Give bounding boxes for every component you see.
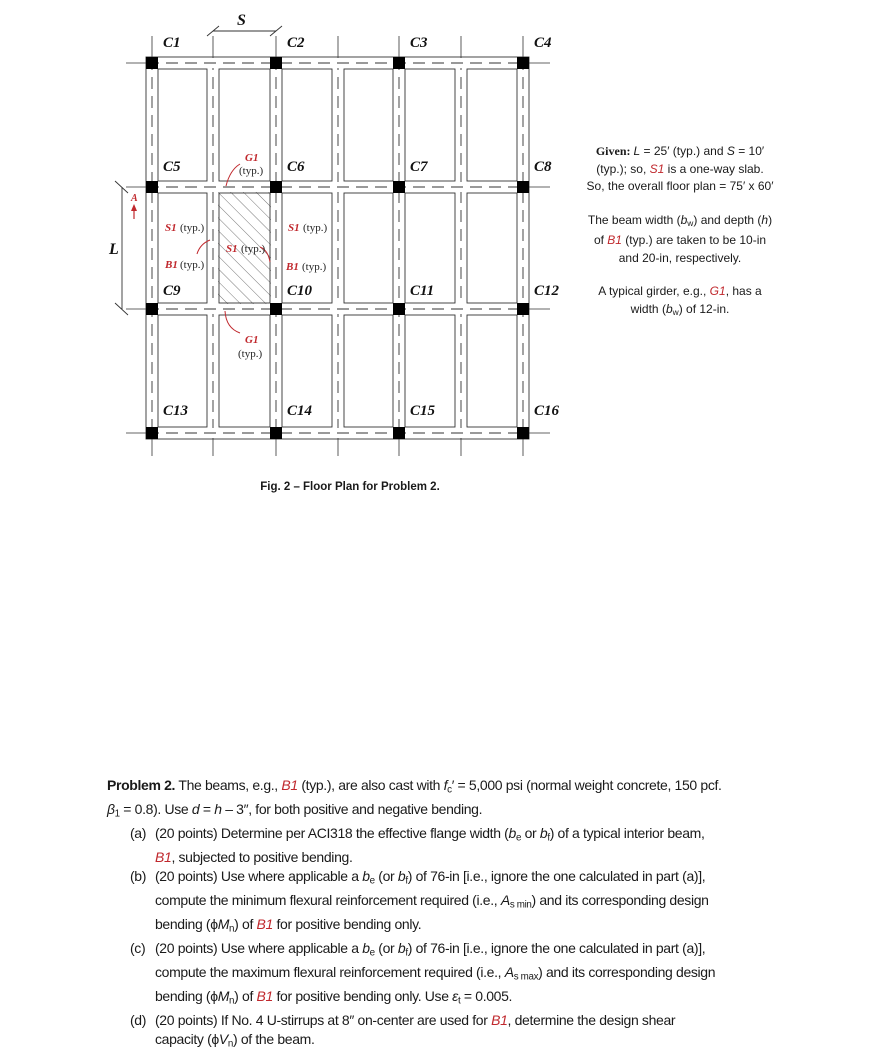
- g1-top-typ: (typ.): [239, 165, 264, 177]
- given-line: [565, 283, 795, 301]
- text-segment: b: [397, 940, 406, 957]
- text-segment: (or: [374, 868, 398, 885]
- problem-line: [107, 1030, 807, 1054]
- text-segment: A typical girder, e.g.,: [598, 284, 710, 299]
- text-segment: b: [362, 940, 370, 957]
- text-segment: ) of a typical interior beam,: [549, 824, 705, 841]
- column-square: [146, 303, 158, 315]
- slab-panel: [467, 69, 517, 181]
- column-square: [393, 303, 405, 315]
- text-segment: bending (ϕ: [155, 988, 218, 1004]
- text-segment: b: [665, 301, 673, 316]
- member-ref: B1: [256, 916, 273, 933]
- column-square: [393, 427, 405, 439]
- text-segment: compute the minimum flexural reinforcement required (i.e.,: [155, 892, 501, 909]
- text-segment: ) of: [234, 988, 257, 1004]
- text-segment: b: [508, 824, 516, 841]
- member-ref: G1: [709, 284, 726, 299]
- column-square: [393, 181, 405, 193]
- text-segment: ) of 12-in.: [678, 301, 730, 316]
- structural-grid: [126, 36, 550, 456]
- b1-right-label: B1: [286, 261, 299, 273]
- section-a-label: A: [131, 193, 138, 204]
- text-segment: A: [504, 964, 514, 981]
- text-segment: e: [369, 875, 375, 887]
- text-segment: , subjected to positive bending.: [171, 848, 353, 865]
- column-label: C16: [534, 403, 560, 419]
- text-segment: f: [547, 832, 550, 844]
- column-square: [393, 57, 405, 69]
- text-segment: s min: [509, 899, 532, 911]
- text-segment: b: [397, 868, 406, 885]
- member-ref: B1: [491, 1011, 508, 1028]
- text-segment: f: [405, 947, 408, 959]
- text-segment: capacity (ϕ: [155, 1031, 219, 1048]
- problem-line: [107, 776, 807, 800]
- text-segment: compute the maximum flexural reinforcement required (i.e.,: [155, 964, 505, 981]
- member-ref: B1: [256, 988, 273, 1004]
- text-segment: or: [521, 824, 540, 841]
- column-label: C5: [163, 159, 181, 175]
- given-line: [565, 212, 795, 233]
- figure-caption: Fig. 2 – Floor Plan for Problem 2.: [260, 481, 440, 493]
- text-segment: w: [672, 306, 679, 317]
- problem-statement: [107, 776, 807, 1054]
- s1-left-label: S1: [165, 222, 177, 234]
- text-segment: 1: [114, 808, 120, 820]
- column-square: [517, 57, 529, 69]
- column-label: C14: [287, 403, 313, 419]
- text-segment: f: [405, 875, 408, 887]
- member-ref: B1: [607, 233, 622, 248]
- given-paragraph: [565, 143, 795, 196]
- b1-right-typ: (typ.): [302, 261, 327, 273]
- section-a-arrow-icon: [131, 204, 137, 219]
- given-line: [565, 178, 795, 196]
- text-segment: (typ.) are taken to be 10-in: [621, 233, 767, 248]
- column-square: [270, 57, 282, 69]
- column-label: C13: [163, 403, 189, 419]
- text-segment: c: [447, 784, 452, 796]
- problem-line: [107, 848, 807, 868]
- column-label: C8: [534, 159, 552, 175]
- column-square: [270, 181, 282, 193]
- text-segment: for positive bending only.: [272, 916, 422, 933]
- text-segment: β: [107, 800, 115, 817]
- text-segment: ) of 76-in [i.e., ignore the one calculated in part (a)],: [407, 940, 706, 957]
- text-segment: ) of the beam.: [233, 1031, 315, 1048]
- text-segment: ) of 76-in [i.e., ignore the one calculated in part (a)],: [407, 868, 706, 885]
- text-segment: w: [687, 217, 694, 228]
- member-ref: S1: [649, 161, 665, 176]
- text-segment: (typ.); so,: [596, 161, 650, 176]
- text-segment: b: [362, 868, 370, 885]
- text-segment: :: [626, 144, 634, 158]
- column-label: C7: [410, 159, 428, 175]
- span-l-label: L: [109, 241, 119, 258]
- column-label: C3: [410, 35, 428, 51]
- column-label: C11: [410, 283, 435, 299]
- text-segment: ′ = 5,000 psi (normal weight concrete, 150 pcf.: [451, 777, 722, 793]
- slab-panel: [344, 69, 393, 181]
- slab-panel: [467, 315, 517, 427]
- text-segment: (typ.), are also cast with: [297, 777, 444, 793]
- part-label: (c): [130, 940, 146, 957]
- text-segment: ) of: [234, 916, 257, 933]
- column-square: [270, 303, 282, 315]
- text-segment: width (: [630, 301, 666, 316]
- problem-part: [107, 1011, 807, 1031]
- text-segment: L: [633, 144, 641, 158]
- b1-left-label: B1: [165, 259, 178, 271]
- text-segment: for positive bending only. Use: [272, 988, 453, 1004]
- problem-line: [107, 800, 807, 824]
- given-paragraph: [565, 283, 795, 321]
- text-segment: A: [500, 892, 510, 909]
- text-segment: So, the overall floor plan = 75′ x 60′: [586, 179, 774, 193]
- g1-bottom-typ: (typ.): [238, 348, 263, 360]
- part-label: (a): [130, 824, 147, 841]
- member-ref: B1: [281, 777, 298, 793]
- text-segment: The beam width (: [587, 212, 681, 227]
- s1-center-label: S1: [226, 243, 238, 255]
- text-segment: b: [539, 824, 548, 841]
- text-segment: n: [227, 1038, 234, 1050]
- text-segment: of: [593, 233, 608, 248]
- column-square: [517, 427, 529, 439]
- text-segment: (20 points) Determine per ACI318 the effective flange width (: [155, 824, 509, 841]
- text-segment: s max: [513, 971, 539, 983]
- slab-panel: [344, 193, 393, 303]
- text-segment: Problem 2.: [107, 777, 176, 793]
- given-line: [565, 143, 795, 161]
- text-segment: = 25′ (typ.) and: [640, 144, 727, 158]
- s1-right-label: S1: [288, 222, 300, 234]
- text-segment: V: [218, 1031, 228, 1048]
- part-label: (d): [130, 1011, 147, 1028]
- column-label: C9: [163, 283, 181, 299]
- column-label: C6: [287, 159, 305, 175]
- s1-right-typ: (typ.): [303, 222, 328, 234]
- text-segment: e: [369, 947, 375, 959]
- given-line: [565, 232, 795, 250]
- slab-panel: [219, 315, 270, 427]
- s1-left-typ: (typ.): [180, 222, 205, 234]
- slab-panel: [467, 193, 517, 303]
- column-square: [270, 427, 282, 439]
- column-square: [517, 303, 529, 315]
- text-segment: (or: [374, 940, 398, 957]
- span-s-label: S: [237, 12, 246, 29]
- text-segment: = 10′: [734, 144, 765, 158]
- text-segment: S: [726, 144, 735, 158]
- column-label: C15: [410, 403, 436, 419]
- member-ref: B1: [155, 848, 172, 865]
- text-segment: ) and its corresponding design: [531, 892, 709, 909]
- problem-line: [107, 987, 807, 1011]
- text-segment: bending (ϕ: [155, 916, 218, 933]
- text-segment: – 3″, for both positive and negative bending.: [221, 800, 483, 817]
- text-segment: b: [680, 212, 688, 227]
- b1-left-typ: (typ.): [180, 259, 205, 271]
- column-square: [517, 181, 529, 193]
- text-segment: n: [229, 923, 235, 935]
- column-label: C4: [534, 35, 552, 51]
- text-segment: h: [761, 212, 769, 227]
- column-square: [146, 57, 158, 69]
- given-line: [565, 161, 795, 179]
- slab-panel: [344, 315, 393, 427]
- text-segment: = 0.005.: [460, 988, 513, 1004]
- text-segment: The beams, e.g.,: [175, 777, 282, 793]
- column-label: C2: [287, 35, 305, 51]
- text-segment: M: [217, 988, 230, 1004]
- text-segment: n: [229, 995, 235, 1007]
- text-segment: d: [191, 800, 200, 817]
- text-segment: f: [443, 777, 448, 793]
- text-segment: and 20-in, respectively.: [618, 250, 742, 265]
- problem-line: [107, 915, 807, 939]
- part-label: (b): [130, 868, 147, 885]
- text-segment: ) and depth (: [693, 212, 762, 227]
- given-line: [565, 301, 795, 322]
- text-segment: , has a: [725, 284, 762, 299]
- column-label: C10: [287, 283, 313, 299]
- text-segment: = 0.8). Use: [119, 800, 192, 817]
- text-segment: ε: [452, 988, 458, 1004]
- column-square: [146, 427, 158, 439]
- column-label: C12: [534, 283, 560, 299]
- text-segment: h: [214, 800, 222, 817]
- text-segment: ): [768, 212, 773, 227]
- text-segment: (20 points) Use where applicable a: [155, 940, 363, 957]
- text-segment: ) and its corresponding design: [538, 964, 716, 981]
- text-segment: Given: [595, 144, 627, 158]
- problem-line: [107, 963, 807, 987]
- problem-part: [107, 867, 807, 891]
- s1-center-typ: (typ.): [241, 243, 266, 255]
- problem-part: [107, 939, 807, 963]
- text-segment: is a one-way slab.: [664, 161, 764, 176]
- given-notes: [565, 143, 795, 337]
- text-segment: , determine the design shear: [507, 1011, 676, 1028]
- column-label: C1: [163, 35, 181, 51]
- problem-part: [107, 824, 807, 848]
- text-segment: =: [199, 800, 215, 817]
- text-segment: (20 points) If No. 4 U-stirrups at 8″ on-center are used for: [155, 1011, 492, 1028]
- problem-line: [107, 891, 807, 915]
- text-segment: t: [457, 995, 461, 1007]
- given-line: [565, 250, 795, 268]
- column-square: [146, 181, 158, 193]
- text-segment: M: [217, 916, 230, 933]
- text-segment: e: [515, 832, 522, 844]
- g1-bottom-label: G1: [245, 334, 259, 346]
- text-segment: (20 points) Use where applicable a: [155, 868, 363, 885]
- g1-top-label: G1: [245, 152, 259, 164]
- given-paragraph: [565, 212, 795, 268]
